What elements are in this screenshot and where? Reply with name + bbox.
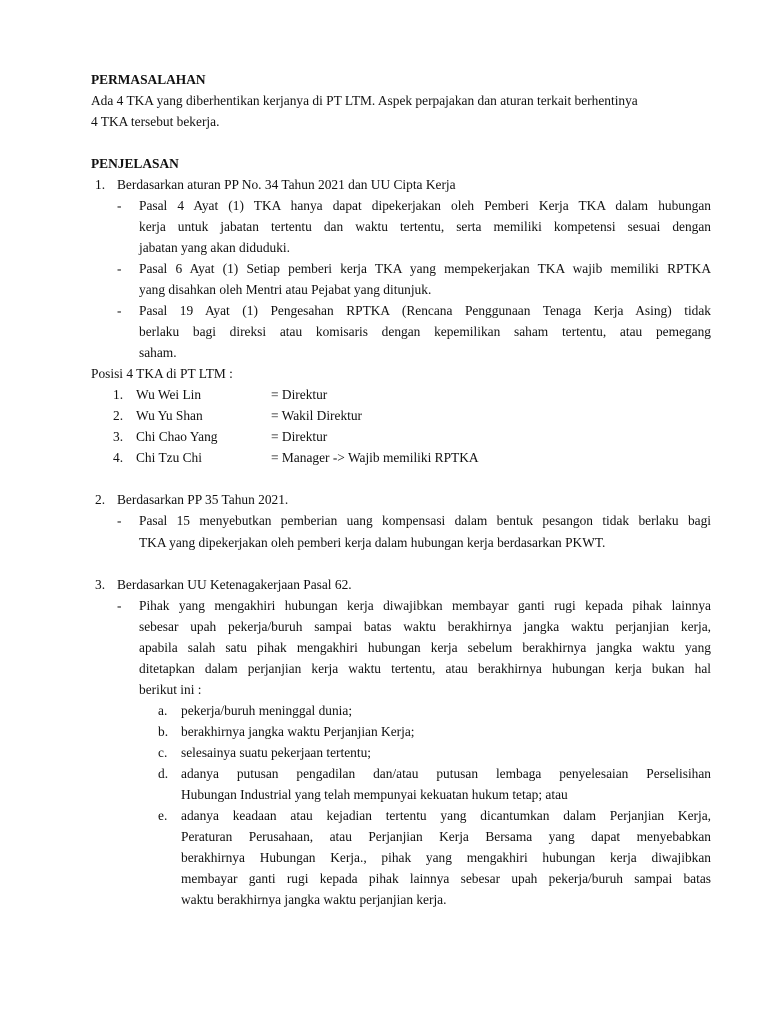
sublist-text: membayar ganti rugi kepada pihak lainnya sebesar upah pekerja/buruh sampai batas (181, 871, 711, 886)
sublist-letter: d. (158, 766, 169, 781)
list-number: 3. (95, 577, 106, 592)
bullet-text: berikut ini : (139, 682, 202, 697)
tka-position: = Direktur (271, 429, 328, 444)
table-row-number: 2. (113, 408, 124, 423)
bullet-text: jabatan yang akan diduduki. (139, 240, 290, 255)
tka-position: = Wakil Direktur (271, 408, 363, 423)
tka-position: = Manager -> Wajib memiliki RPTKA (271, 450, 479, 465)
sublist-text: Hubungan Industrial yang telah mempunyai kekuatan hukum tetap; atau (181, 787, 568, 802)
bullet-dash: - (117, 598, 122, 613)
bullet-text: Pasal 6 Ayat (1) Setiap pemberi kerja TKA yang mempekerjakan TKA wajib memiliki RPTKA (139, 261, 711, 276)
sublist-text: selesainya suatu pekerjaan tertentu; (181, 745, 371, 760)
list-number: 1. (95, 177, 106, 192)
sublist-text: waktu berakhirnya jangka waktu perjanjian kerja. (181, 892, 447, 907)
bullet-text: TKA yang dipekerjakan oleh pemberi kerja dalam hubungan kerja berdasarkan PKWT. (139, 535, 606, 550)
bullet-text: yang disahkan oleh Mentri atau Pejabat yang ditunjuk. (139, 282, 432, 297)
permasalahan-text: Ada 4 TKA yang diberhentikan kerjanya di PT LTM. Aspek perpajakan dan aturan terkait berhentinya (91, 93, 638, 108)
list-number: 2. (95, 492, 106, 507)
list-item-text: Berdasarkan UU Ketenagakerjaan Pasal 62. (117, 577, 352, 592)
bullet-text: Pasal 15 menyebutkan pemberian uang kompensasi dalam bentuk pesangon tidak berlaku bagi (139, 513, 711, 528)
table-row-number: 1. (113, 387, 124, 402)
heading-permasalahan: PERMASALAHAN (91, 72, 206, 87)
sublist-text: adanya putusan pengadilan dan/atau putusan lembaga penyelesaian Perselisihan (181, 766, 711, 781)
tka-name: Wu Yu Shan (136, 408, 203, 423)
sublist-letter: e. (158, 808, 168, 823)
table-row-number: 4. (113, 450, 124, 465)
bullet-text: Pasal 4 Ayat (1) TKA hanya dapat dipekerjakan oleh Pemberi Kerja TKA dalam hubungan (139, 198, 711, 213)
heading-penjelasan: PENJELASAN (91, 156, 179, 171)
sublist-letter: b. (158, 724, 169, 739)
tka-name: Chi Tzu Chi (136, 450, 202, 465)
bullet-text: sebesar upah pekerja/buruh sampai batas waktu berakhirnya jangka waktu perjanjian kerja, (139, 619, 711, 634)
sublist-text: adanya keadaan atau kejadian tertentu yang dicantumkan dalam Perjanjian Kerja, (181, 808, 711, 823)
bullet-dash: - (117, 261, 122, 276)
sublist-text: pekerja/buruh meninggal dunia; (181, 703, 353, 718)
bullet-text: saham. (139, 345, 177, 360)
posisi-heading: Posisi 4 TKA di PT LTM : (91, 366, 233, 381)
bullet-dash: - (117, 513, 122, 528)
bullet-text: Pasal 19 Ayat (1) Pengesahan RPTKA (Rencana Penggunaan Tenaga Kerja Asing) tidak (139, 303, 711, 318)
bullet-dash: - (117, 303, 122, 318)
sublist-text: berakhirnya Hubungan Kerja., pihak yang mengakhiri hubungan kerja diwajibkan (181, 850, 711, 865)
list-item-text: Berdasarkan aturan PP No. 34 Tahun 2021 dan UU Cipta Kerja (117, 177, 456, 192)
permasalahan-text: 4 TKA tersebut bekerja. (91, 114, 220, 129)
bullet-text: Pihak yang mengakhiri hubungan kerja diwajibkan membayar ganti rugi kepada pihak lainnya (139, 598, 711, 613)
tka-name: Chi Chao Yang (136, 429, 218, 444)
sublist-text: Peraturan Perusahaan, atau Perjanjian Kerja Bersama yang dapat menyebabkan (181, 829, 711, 844)
bullet-dash: - (117, 198, 122, 213)
bullet-text: kerja untuk jabatan tertentu dan waktu tertentu, serta memiliki kompetensi sesuai dengan (139, 219, 711, 234)
list-item-text: Berdasarkan PP 35 Tahun 2021. (117, 492, 289, 507)
sublist-text: berakhirnya jangka waktu Perjanjian Kerja; (181, 724, 415, 739)
bullet-text: apabila salah satu pihak mengakhiri hubungan kerja sebelum berakhirnya jangka waktu yang (139, 640, 711, 655)
tka-name: Wu Wei Lin (136, 387, 202, 402)
sublist-letter: c. (158, 745, 168, 760)
sublist-letter: a. (158, 703, 168, 718)
table-row-number: 3. (113, 429, 124, 444)
bullet-text: berlaku bagi direksi atau komisaris dengan kepemilikan saham tertentu, atau pemegang (139, 324, 711, 339)
bullet-text: ditetapkan dalam perjanjian kerja waktu tertentu, atau berakhirnya hubungan kerja bukan hal (139, 661, 711, 676)
tka-position: = Direktur (271, 387, 328, 402)
